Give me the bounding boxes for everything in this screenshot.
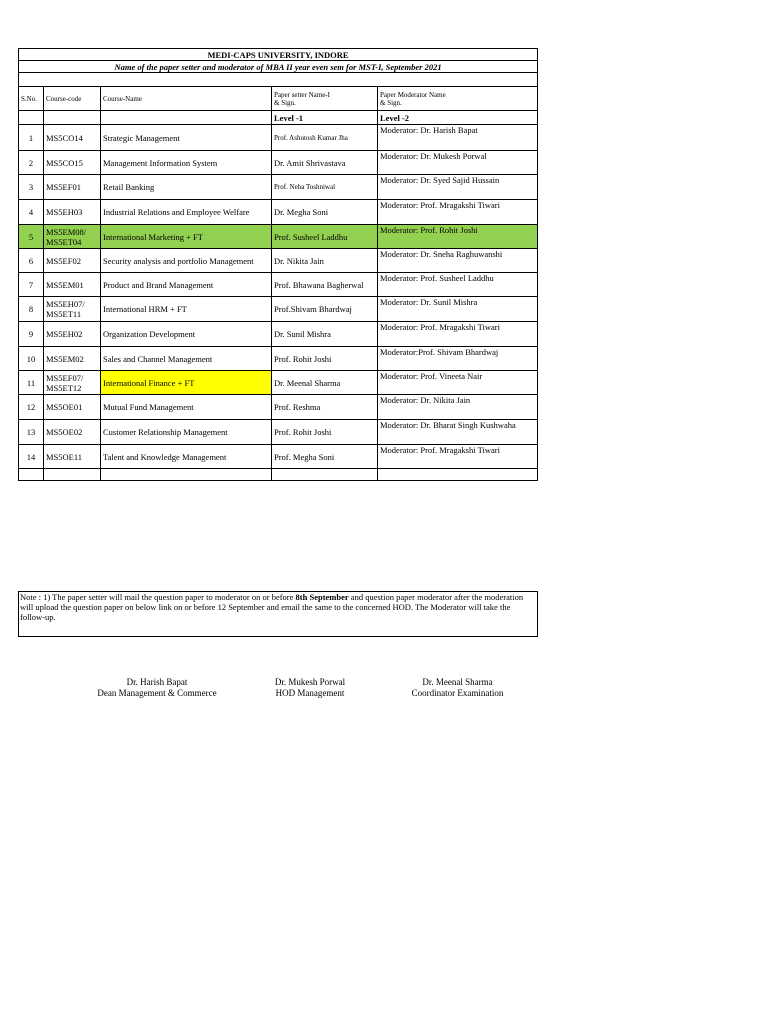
moderator-cell: Moderator: Dr. Sunil Mishra	[378, 297, 538, 322]
sno-cell: 7	[19, 273, 44, 297]
setter-cell: Prof. Reshma	[272, 395, 378, 420]
setter-cell: Dr. Nikita Jain	[272, 249, 378, 273]
moderator-cell: Moderator: Dr. Syed Sajid Hussain	[378, 175, 538, 200]
signature-title: Dean Management & Commerce	[97, 688, 217, 698]
moderator-cell: Moderator: Dr. Harish Bapat	[378, 125, 538, 151]
table-row	[19, 151, 538, 175]
sno-cell: 1	[19, 125, 44, 151]
setter-cell: Dr. Meenal Sharma	[272, 371, 378, 395]
setter-cell: Dr. Megha Soni	[272, 200, 378, 225]
table-row	[19, 225, 538, 249]
course-code-cell: MS5EM08/ MS5ET04	[44, 225, 101, 249]
table-row	[19, 420, 538, 445]
trailing-blank	[19, 469, 44, 481]
setter-cell: Prof.Shivam Bhardwaj	[272, 297, 378, 322]
setter-cell: Prof. Neha Toshniwal	[272, 175, 378, 200]
course-name-cell: Sales and Channel Management	[101, 347, 272, 371]
level-blank	[44, 111, 101, 125]
course-name-cell: Industrial Relations and Employee Welfare	[101, 200, 272, 225]
setter-cell: Prof. Megha Soni	[272, 445, 378, 469]
note-text-end: and question paper moderator after the moderation will upload the question paper on below link on or before 12 September and email the same to the concerned HOD. The Moderator will take the follow-up.	[20, 592, 524, 622]
table-row	[19, 347, 538, 371]
setter-cell: Prof. Bhawana Bagherwal	[272, 273, 378, 297]
note-box	[18, 591, 538, 637]
table-row	[19, 125, 538, 151]
course-name-cell: International Marketing + FT	[101, 225, 272, 249]
signature-coordinator	[400, 677, 515, 699]
table-row	[19, 395, 538, 420]
moderator-cell: Moderator: Dr. Sneha Raghuwanshi	[378, 249, 538, 273]
table-row	[19, 249, 538, 273]
level-2-label: Level -2	[378, 111, 538, 125]
table-row	[19, 297, 538, 322]
table-row	[19, 175, 538, 200]
note-deadline: 8th September	[295, 592, 349, 602]
setter-moderator-table	[18, 48, 538, 481]
trailing-blank	[101, 469, 272, 481]
course-code-cell: MS5CO14	[44, 125, 101, 151]
moderator-cell: Moderator: Dr. Bharat Singh Kushwaha	[378, 420, 538, 445]
moderator-cell: Moderator: Prof. Mragakshi Tiwari	[378, 200, 538, 225]
header-setter	[272, 87, 378, 111]
table-row	[19, 371, 538, 395]
course-code-cell: MS5EH03	[44, 200, 101, 225]
course-code-cell: MS5EH07/ MS5ET11	[44, 297, 101, 322]
course-name-cell: Mutual Fund Management	[101, 395, 272, 420]
trailing-blank	[44, 469, 101, 481]
sno-cell: 4	[19, 200, 44, 225]
course-name-cell: Organization Development	[101, 322, 272, 347]
level-blank	[101, 111, 272, 125]
setter-cell: Prof. Ashutosh Kumar Jha	[272, 125, 378, 151]
course-code-cell: MS5EH02	[44, 322, 101, 347]
sno-cell: 3	[19, 175, 44, 200]
level-1-label: Level -1	[272, 111, 378, 125]
moderator-cell: Moderator: Prof. Susheel Laddhu	[378, 273, 538, 297]
sno-cell: 13	[19, 420, 44, 445]
course-code-cell: MS5OE11	[44, 445, 101, 469]
signature-hod	[255, 677, 365, 699]
course-name-cell: Customer Relationship Management	[101, 420, 272, 445]
course-name-cell: Retail Banking	[101, 175, 272, 200]
moderator-cell: Moderator:Prof. Shivam Bhardwaj	[378, 347, 538, 371]
header-sno: S.No.	[19, 87, 44, 111]
course-code-cell: MS5OE02	[44, 420, 101, 445]
course-name-cell: International Finance + FT	[101, 371, 272, 395]
sno-cell: 8	[19, 297, 44, 322]
signature-dean	[92, 677, 222, 699]
moderator-cell: Moderator: Prof. Mragakshi Tiwari	[378, 322, 538, 347]
header-moderator-line1: Paper Moderator Name	[380, 90, 446, 99]
header-setter-line2: & Sign.	[274, 98, 296, 107]
level-blank	[19, 111, 44, 125]
setter-cell: Dr. Sunil Mishra	[272, 322, 378, 347]
signature-title: Coordinator Examination	[411, 688, 504, 698]
course-name-cell: Product and Brand Management	[101, 273, 272, 297]
signature-name: Dr. Meenal Sharma	[422, 677, 493, 687]
setter-cell: Prof. Rohit Joshi	[272, 347, 378, 371]
header-moderator-line2: & Sign.	[380, 98, 402, 107]
course-name-cell: Security analysis and portfolio Management	[101, 249, 272, 273]
sno-cell: 6	[19, 249, 44, 273]
moderator-cell: Moderator: Prof. Vineeta Nair	[378, 371, 538, 395]
signature-name: Dr. Harish Bapat	[126, 677, 188, 687]
note-text-start: Note : 1) The paper setter will mail the question paper to moderator on or before	[20, 592, 296, 602]
sno-cell: 11	[19, 371, 44, 395]
table-row	[19, 273, 538, 297]
course-code-cell: MS5EF07/ MS5ET12	[44, 371, 101, 395]
course-code-cell: MS5OE01	[44, 395, 101, 420]
course-name-cell: Talent and Knowledge Management	[101, 445, 272, 469]
moderator-cell: Moderator: Prof. Mragakshi Tiwari	[378, 445, 538, 469]
course-name-cell: Management Information System	[101, 151, 272, 175]
table-row	[19, 322, 538, 347]
sno-cell: 12	[19, 395, 44, 420]
setter-cell: Prof. Rohit Joshi	[272, 420, 378, 445]
moderator-cell: Moderator: Dr. Nikita Jain	[378, 395, 538, 420]
header-moderator	[378, 87, 538, 111]
signature-name: Dr. Mukesh Porwal	[274, 677, 346, 687]
setter-cell: Dr. Amit Shrivastava	[272, 151, 378, 175]
course-code-cell: MS5EM02	[44, 347, 101, 371]
table-row	[19, 200, 538, 225]
trailing-blank	[272, 469, 378, 481]
header-setter-line1: Paper setter Name-I	[274, 90, 330, 99]
setter-cell: Prof. Susheel Laddhu	[272, 225, 378, 249]
sno-cell: 9	[19, 322, 44, 347]
moderator-cell: Moderator: Prof. Rohit Joshi	[378, 225, 538, 249]
signature-title: HOD Management	[275, 688, 345, 698]
sno-cell: 2	[19, 151, 44, 175]
university-title: MEDI-CAPS UNIVERSITY, INDORE	[19, 49, 538, 61]
sno-cell: 10	[19, 347, 44, 371]
course-name-cell: International HRM + FT	[101, 297, 272, 322]
sno-cell: 14	[19, 445, 44, 469]
document-subtitle: Name of the paper setter and moderator of MBA II year even sem for MST-I, September 2021	[19, 61, 538, 73]
course-code-cell: MS5EF01	[44, 175, 101, 200]
moderator-cell: Moderator: Dr. Mukesh Porwal	[378, 151, 538, 175]
header-course-name: Course-Name	[101, 87, 272, 111]
trailing-blank	[378, 469, 538, 481]
course-code-cell: MS5CO15	[44, 151, 101, 175]
course-code-cell: MS5EF02	[44, 249, 101, 273]
course-code-cell: MS5EM01	[44, 273, 101, 297]
table-row	[19, 445, 538, 469]
blank-row	[19, 73, 538, 87]
sno-cell: 5	[19, 225, 44, 249]
course-name-cell: Strategic Management	[101, 125, 272, 151]
header-course-code: Course-code	[44, 87, 101, 111]
